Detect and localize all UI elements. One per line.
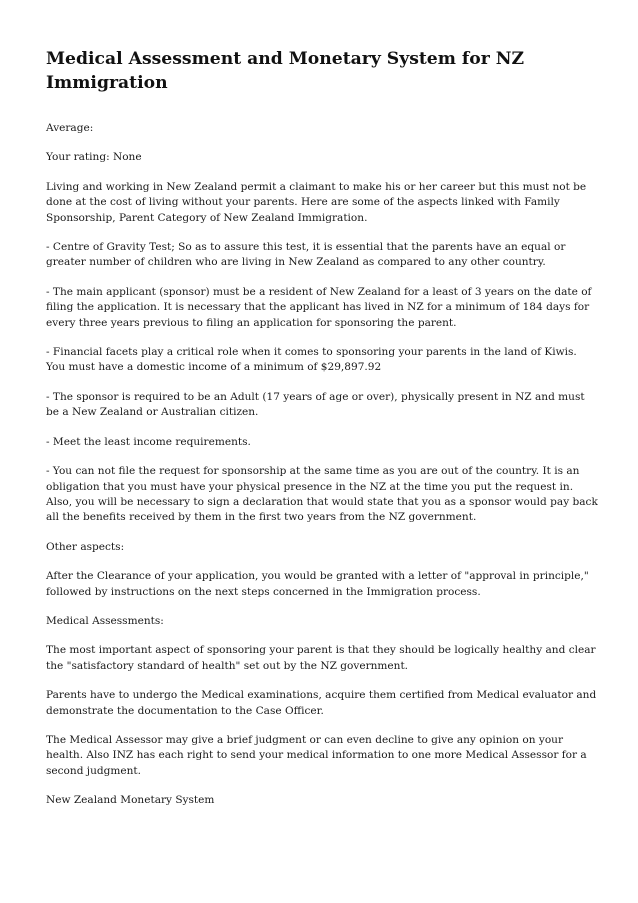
financial-paragraph: - Financial facets play a critical role when it comes to sponsoring your parents in the land of Kiwis. You must have a domestic income of a minimum of $29,897.92 <box>46 346 577 374</box>
gravity-test-paragraph: - Centre of Gravity Test; So as to assure this test, it is essential that the parents have an equal or greater number of children who are living in New Zealand as compared to any other country. <box>46 241 566 269</box>
average-label: Average: <box>46 122 94 134</box>
medical-exam-paragraph: Parents have to undergo the Medical examinations, acquire them certified from Medical evaluator and demonstrate the documentation to the Case Officer. <box>46 689 597 717</box>
document-page <box>46 47 598 823</box>
clearance-paragraph: After the Clearance of your application, you would be granted with a letter of "approval in principle," followed by instructions on the next steps concerned in the Immigration process. <box>46 570 589 598</box>
sponsor-residency-paragraph: - The main applicant (sponsor) must be a resident of New Zealand for a least of 3 years on the date of filing the application. It is necessary that the applicant has lived in NZ for a minimum of 184 days for every three years previous to filing an application for sponsoring the parent. <box>46 285 592 329</box>
physical-presence-paragraph: - You can not file the request for sponsorship at the same time as you are out of the country. It is an obligation that you must have your physical presence in the NZ at the time you put the request in. Also, you will be necessary to sign a declaration that would state that you as a sponsor would pay back all the benefits received by them in the first two years from the NZ government. <box>46 465 598 524</box>
monetary-system-heading: New Zealand Monetary System <box>46 794 215 807</box>
other-aspects-heading: Other aspects: <box>46 540 125 553</box>
sponsor-adult-paragraph: - The sponsor is required to be an Adult (17 years of age or over), physically present in NZ and must be a New Zealand or Australian citizen. <box>46 390 585 419</box>
medical-assessments-heading: Medical Assessments: <box>46 614 164 627</box>
rating-label: Your rating: None <box>46 151 142 164</box>
income-requirements-paragraph: - Meet the least income requirements. <box>46 435 251 448</box>
document-title: Medical Assessment and Monetary System for NZ Immigration <box>46 49 525 93</box>
medical-assessor-paragraph: The Medical Assessor may give a brief judgment or can even decline to give any opinion on your health. Also INZ has each right to send your medical information to one more Medical Assessor for a second judgment. <box>46 733 587 777</box>
intro-paragraph: Living and working in New Zealand permit a claimant to make his or her career but this must not be done at the cost of living without your parents. Here are some of the aspects linked with Family Sponsorship, Parent Category of New Zealand Immigration. <box>46 180 587 224</box>
health-standard-paragraph: The most important aspect of sponsoring your parent is that they should be logically healthy and clear the "satisfactory standard of health" set out by the NZ government. <box>46 644 596 672</box>
